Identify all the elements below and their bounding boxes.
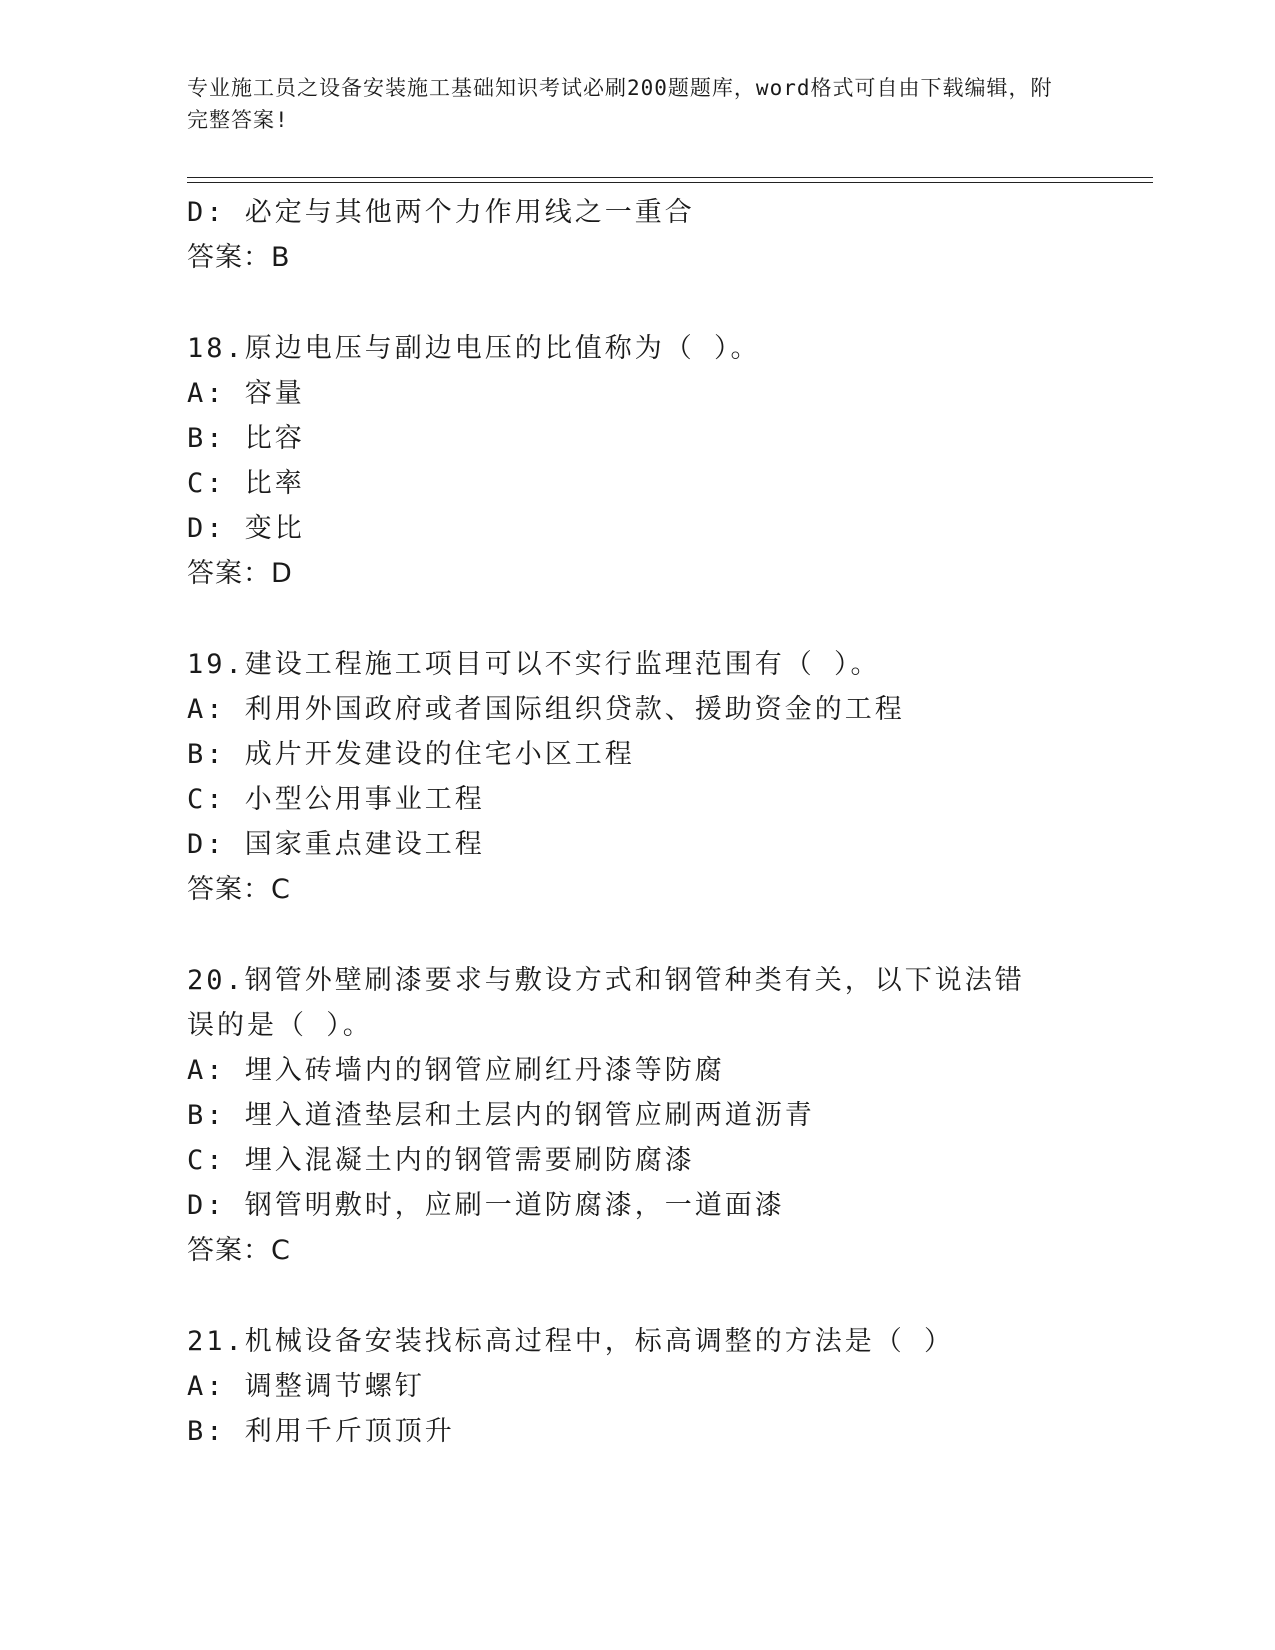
option-b: B: 成片开发建设的住宅小区工程: [187, 739, 635, 770]
document-header: [187, 72, 1067, 136]
question-20: [187, 958, 1147, 1273]
option-a: A: 利用外国政府或者国际组织贷款、援助资金的工程: [187, 694, 905, 725]
option-d: D: 变比: [187, 513, 305, 544]
document-title: 专业施工员之设备安装施工基础知识考试必刷200题题库，word格式可自由下载编辑，附完整答案!: [187, 76, 1053, 132]
option-a: A: 容量: [187, 378, 305, 409]
question-stem: 18.原边电压与副边电压的比值称为（ ）。: [187, 333, 761, 364]
option-b: B: 利用千斤顶顶升: [187, 1416, 455, 1447]
option-d: D: 钢管明敷时，应刷一道防腐漆，一道面漆: [187, 1190, 785, 1221]
header-rule-bottom: [187, 182, 1153, 183]
question-21: [187, 1319, 1147, 1454]
option-d: D: 必定与其他两个力作用线之一重合: [187, 197, 695, 228]
option-c: C: 埋入混凝土内的钢管需要刷防腐漆: [187, 1145, 695, 1176]
option-c: C: 比率: [187, 468, 305, 499]
option-a: A: 埋入砖墙内的钢管应刷红丹漆等防腐: [187, 1055, 725, 1086]
answer-label: 答案：C: [187, 874, 291, 905]
question-19: [187, 642, 1147, 912]
option-c: C: 小型公用事业工程: [187, 784, 485, 815]
answer-label: 答案：C: [187, 1235, 291, 1266]
question-stem: 20.钢管外壁刷漆要求与敷设方式和钢管种类有关，以下说法错误的是（ ）。: [187, 965, 1025, 1041]
question-stem: 19.建设工程施工项目可以不实行监理范围有（ ）。: [187, 649, 881, 680]
option-b: B: 比容: [187, 423, 305, 454]
question-stem: 21.机械设备安装找标高过程中，标高调整的方法是（ ）: [187, 1326, 955, 1357]
option-b: B: 埋入道渣垫层和土层内的钢管应刷两道沥青: [187, 1100, 815, 1131]
question-list: [187, 190, 1147, 1454]
question-17-continued: [187, 190, 1147, 280]
option-d: D: 国家重点建设工程: [187, 829, 485, 860]
answer-label: 答案：B: [187, 242, 291, 273]
header-rule-top: [187, 177, 1153, 178]
answer-label: 答案：D: [187, 558, 293, 589]
option-a: A: 调整调节螺钉: [187, 1371, 425, 1402]
question-18: [187, 326, 1147, 596]
